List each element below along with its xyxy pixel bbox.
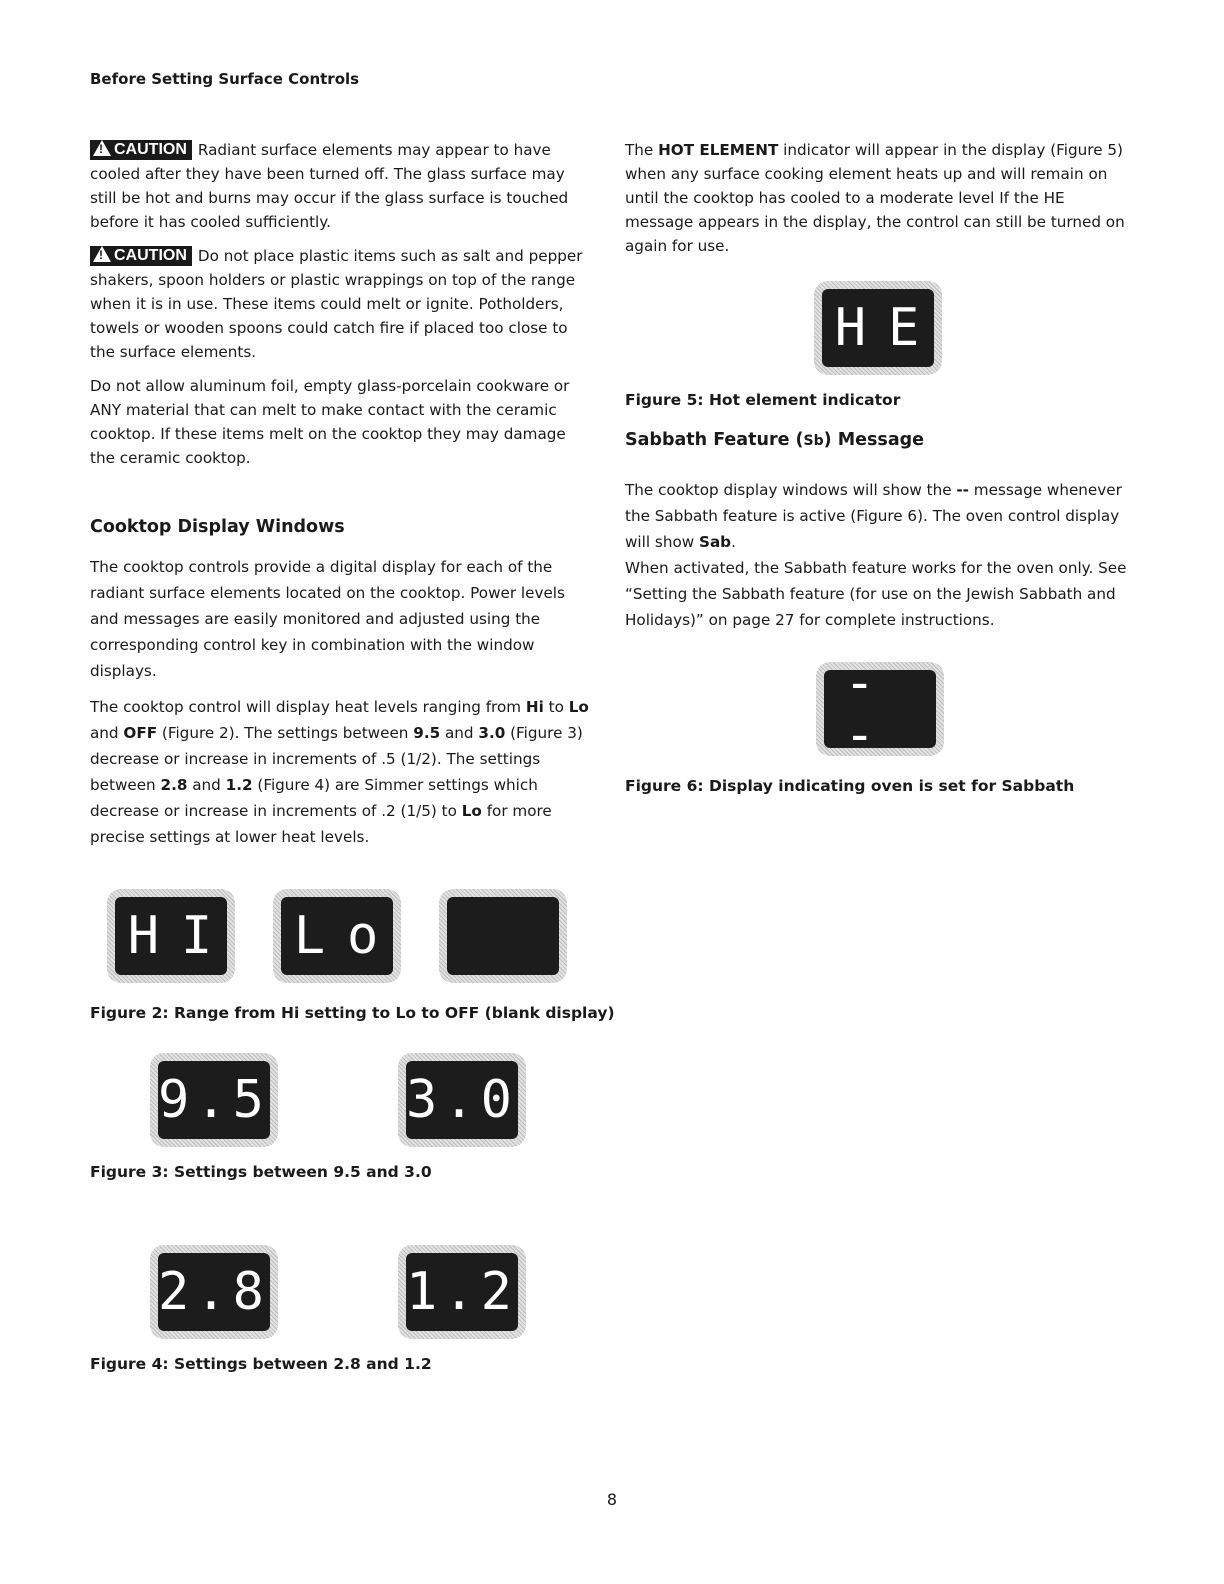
foil-warning-paragraph: Do not allow aluminum foil, empty glass-porcelain cookware or ANY material that can melt to make contact with the ceramic cooktop. If these items melt on the cooktop they may damage the ceramic cooktop. xyxy=(90,377,570,467)
warning-icon xyxy=(93,246,111,262)
hot-element-display: HE xyxy=(814,281,942,375)
figure-6-caption: Figure 6: Display indicating oven is set for Sabbath xyxy=(625,777,1075,795)
level-3-0-display: 3.0 xyxy=(398,1053,526,1147)
caution-badge: !CAUTION xyxy=(90,246,192,266)
heat-levels-paragraph: The cooktop control will display heat levels ranging from Hi to Lo and OFF (Figure 2). The settings between 9.5 and 3.0 (Figure 3) decrease or increase in increments of .5 (1/2). The settings between 2.8 and 1.2 (Figure 4) are Simmer settings which decrease or increase in increments of .2 (1/5) to Lo for more precise settings at lower heat levels. xyxy=(90,698,589,846)
right-lower-text xyxy=(625,477,1135,633)
page-number: 8 xyxy=(606,1490,618,1509)
sabbath-paragraph: The cooktop display windows will show the -- message whenever the Sabbath feature is active (Figure 6). The oven control display will show Sab. xyxy=(625,481,1122,551)
left-column xyxy=(90,138,590,480)
caution-paragraph-1: !CAUTION Radiant surface elements may appear to have cooled after they have been turned off. The glass surface may still be hot and burns may occur if the glass surface is touched before it has cooled sufficiently. xyxy=(90,138,590,234)
level-2-8-display: 2.8 xyxy=(150,1245,278,1339)
sabbath-heading: Sabbath Feature (Sb) Message xyxy=(625,430,925,450)
right-column xyxy=(625,138,1135,268)
off-display xyxy=(439,889,567,983)
figure-3-caption: Figure 3: Settings between 9.5 and 3.0 xyxy=(90,1163,432,1181)
section-header: Before Setting Surface Controls xyxy=(90,70,360,88)
figure-5-caption: Figure 5: Hot element indicator xyxy=(625,391,901,409)
level-9-5-display: 9.5 xyxy=(150,1053,278,1147)
left-lower-text xyxy=(90,554,590,860)
hi-display: HI xyxy=(107,889,235,983)
display-intro-paragraph: The cooktop controls provide a digital display for each of the radiant surface elements located on the cooktop. Power levels and messages are easily monitored and adjusted using the corresponding control key in combination with the window displays. xyxy=(90,558,565,680)
cooktop-display-heading: Cooktop Display Windows xyxy=(90,517,345,537)
figure-4-caption: Figure 4: Settings between 2.8 and 1.2 xyxy=(90,1355,432,1373)
sabbath-display: -- xyxy=(816,662,944,756)
warning-icon xyxy=(93,140,111,156)
caution-paragraph-2: !CAUTION Do not place plastic items such as salt and pepper shakers, spoon holders or plastic wrappings on top of the range when it is in use. These items could melt or ignite. Potholders, towels or wooden spoons could catch fire if placed too close to the surface elements. xyxy=(90,244,590,364)
hot-element-paragraph: The HOT ELEMENT indicator will appear in the display (Figure 5) when any surface cooking element heats up and will remain on until the cooktop has cooled to a moderate level If the HE message appears in the display, the control can still be turned on again for use. xyxy=(625,141,1125,255)
lo-display: Lo xyxy=(273,889,401,983)
sabbath-instructions-paragraph: When activated, the Sabbath feature works for the oven only. See “Setting the Sabbath feature (for use on the Jewish Sabbath and Holidays)” on page 27 for complete instructions. xyxy=(625,559,1127,629)
level-1-2-display: 1.2 xyxy=(398,1245,526,1339)
figure-2-caption: Figure 2: Range from Hi setting to Lo to OFF (blank display) xyxy=(90,1004,615,1022)
caution-badge: !CAUTION xyxy=(90,140,192,160)
